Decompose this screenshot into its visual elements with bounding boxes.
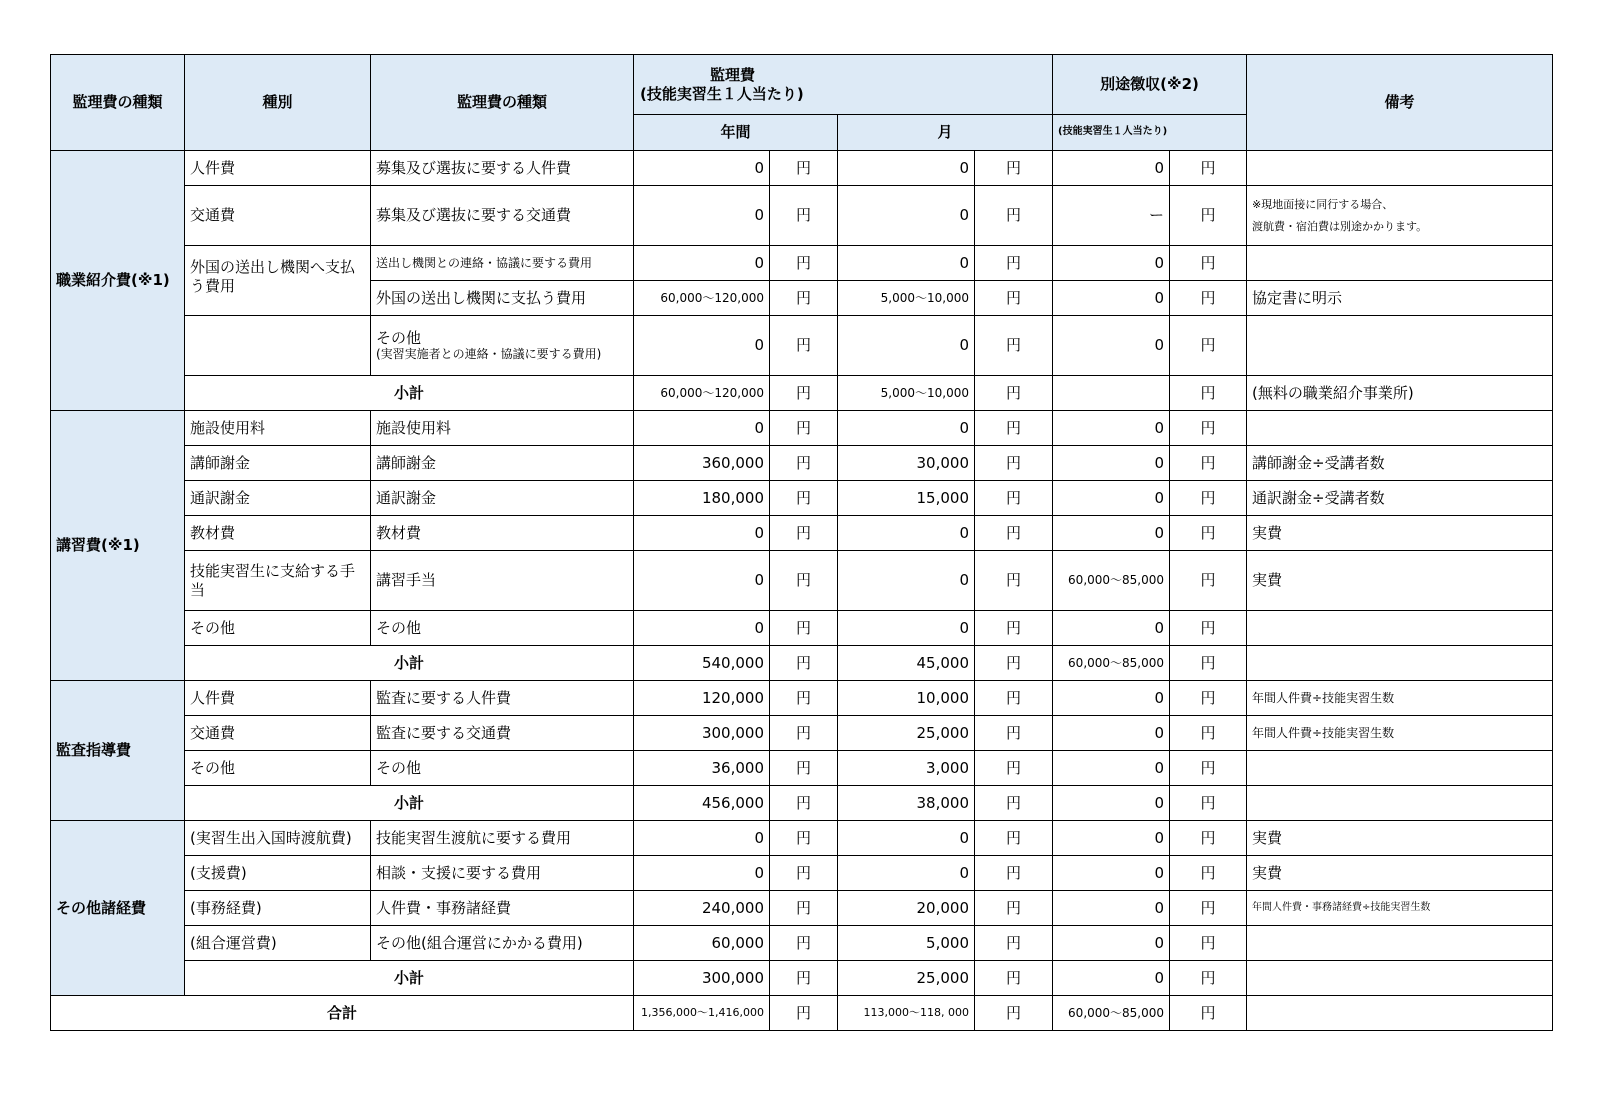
cell-unit: 円 [770, 481, 838, 516]
section-label-kansa: 監査指導費 [51, 681, 185, 821]
cell-annual: 240,000 [634, 891, 770, 926]
cell-separate: 0 [1053, 926, 1170, 961]
cell-unit: 円 [1170, 821, 1247, 856]
cell-unit: 円 [975, 751, 1053, 786]
cell-unit: 円 [975, 786, 1053, 821]
cell-annual: 120,000 [634, 681, 770, 716]
cell-separate: 0 [1053, 316, 1170, 376]
cell-category: 施設使用料 [185, 411, 371, 446]
cell-unit: 円 [770, 516, 838, 551]
table-row [51, 681, 1553, 716]
cell-unit: 円 [975, 186, 1053, 246]
table-row [51, 246, 1553, 281]
cell-total-label: 合計 [51, 996, 634, 1031]
cell-annual: 0 [634, 821, 770, 856]
cell-remarks: 年間人件費÷技能実習生数 [1247, 716, 1553, 751]
cell-annual: 60,000～120,000 [634, 376, 770, 411]
table-row [51, 856, 1553, 891]
cell-annual: 0 [634, 186, 770, 246]
cell-monthly: 0 [838, 316, 975, 376]
cell-annual: 180,000 [634, 481, 770, 516]
cell-unit: 円 [1170, 716, 1247, 751]
cell-unit: 円 [975, 411, 1053, 446]
cell-unit: 円 [975, 376, 1053, 411]
cell-unit: 円 [1170, 186, 1247, 246]
cell-remarks [1247, 926, 1553, 961]
table-row [51, 481, 1553, 516]
cell-item: 施設使用料 [371, 411, 634, 446]
cell-category: (支援費) [185, 856, 371, 891]
cell-annual: 0 [634, 411, 770, 446]
cell-annual: 36,000 [634, 751, 770, 786]
cell-separate: 0 [1053, 611, 1170, 646]
cell-unit: 円 [1170, 681, 1247, 716]
cell-item: 監査に要する交通費 [371, 716, 634, 751]
cell-unit: 円 [770, 681, 838, 716]
cell-item: 人件費・事務諸経費 [371, 891, 634, 926]
table-row [51, 151, 1553, 186]
cell-unit: 円 [770, 716, 838, 751]
cell-annual: 0 [634, 551, 770, 611]
cell-category: 交通費 [185, 716, 371, 751]
cell-remarks [1247, 411, 1553, 446]
cell-remarks: 実費 [1247, 856, 1553, 891]
cell-separate: 0 [1053, 891, 1170, 926]
cell-remarks [1247, 751, 1553, 786]
cell-unit: 円 [975, 281, 1053, 316]
header-separate: 別途徴収(※2) [1053, 55, 1247, 115]
table-row [51, 446, 1553, 481]
table-row [51, 926, 1553, 961]
cell-unit: 円 [1170, 961, 1247, 996]
table-row [51, 751, 1553, 786]
cell-monthly: 45,000 [838, 646, 975, 681]
header-kind-mid: 監理費の種類 [371, 55, 634, 151]
cell-unit: 円 [770, 961, 838, 996]
cell-item: 募集及び選抜に要する人件費 [371, 151, 634, 186]
cell-category: 通訳謝金 [185, 481, 371, 516]
cell-monthly: 0 [838, 516, 975, 551]
cell-unit: 円 [975, 716, 1053, 751]
header-fee-line1: 監理費 [710, 65, 756, 84]
cell-monthly: 15,000 [838, 481, 975, 516]
cell-unit: 円 [1170, 411, 1247, 446]
table-row [51, 611, 1553, 646]
cell-unit: 円 [975, 551, 1053, 611]
table-row [51, 186, 1553, 246]
cell-separate: 0 [1053, 446, 1170, 481]
cell-remarks: 協定書に明示 [1247, 281, 1553, 316]
cell-annual: 300,000 [634, 961, 770, 996]
cell-annual: 60,000 [634, 926, 770, 961]
cell-unit: 円 [975, 611, 1053, 646]
cell-remarks [1247, 996, 1553, 1031]
cell-remarks: 実費 [1247, 516, 1553, 551]
cell-remarks: 年間人件費÷技能実習生数 [1247, 681, 1553, 716]
cell-unit: 円 [1170, 856, 1247, 891]
cell-annual: 456,000 [634, 786, 770, 821]
cell-unit: 円 [975, 856, 1053, 891]
cell-unit: 円 [1170, 376, 1247, 411]
cell-category: 外国の送出し機関へ支払う費用 [185, 246, 371, 316]
cell-separate: 0 [1053, 246, 1170, 281]
cell-monthly: 0 [838, 821, 975, 856]
cell-category: 交通費 [185, 186, 371, 246]
cell-separate: 0 [1053, 821, 1170, 856]
cell-annual: 0 [634, 316, 770, 376]
subtotal-row [51, 961, 1553, 996]
cell-monthly: 0 [838, 246, 975, 281]
cell-unit: 円 [1170, 316, 1247, 376]
cell-unit: 円 [770, 281, 838, 316]
cell-annual: 0 [634, 151, 770, 186]
cell-remarks [1247, 316, 1553, 376]
cell-item [371, 316, 634, 376]
cell-monthly: 0 [838, 186, 975, 246]
cell-remarks: 通訳謝金÷受講者数 [1247, 481, 1553, 516]
cell-annual: 60,000～120,000 [634, 281, 770, 316]
cell-unit: 円 [770, 891, 838, 926]
cell-monthly: 0 [838, 151, 975, 186]
cell-separate: 60,000～85,000 [1053, 551, 1170, 611]
cell-item: 監査に要する人件費 [371, 681, 634, 716]
header-category: 種別 [185, 55, 371, 151]
cell-unit: 円 [770, 376, 838, 411]
cell-unit: 円 [1170, 926, 1247, 961]
cell-unit: 円 [1170, 646, 1247, 681]
cell-unit: 円 [1170, 151, 1247, 186]
cell-monthly: 38,000 [838, 786, 975, 821]
cell-separate: ー [1053, 186, 1170, 246]
cell-subtotal-label: 小計 [185, 646, 634, 681]
cell-remarks: 実費 [1247, 821, 1553, 856]
cell-unit: 円 [975, 821, 1053, 856]
cell-remarks [1247, 151, 1553, 186]
header-fee-line2: (技能実習生１人当たり) [640, 84, 804, 103]
cell-annual: 0 [634, 246, 770, 281]
cell-monthly: 25,000 [838, 961, 975, 996]
header-fee [634, 55, 1053, 115]
table-row [51, 716, 1553, 751]
cell-separate: 0 [1053, 856, 1170, 891]
cell-unit: 円 [975, 481, 1053, 516]
cell-separate: 0 [1053, 281, 1170, 316]
cell-item: その他(組合運営にかかる費用) [371, 926, 634, 961]
cell-monthly: 5,000 [838, 926, 975, 961]
cell-separate: 0 [1053, 516, 1170, 551]
total-row [51, 996, 1553, 1031]
cell-monthly: 10,000 [838, 681, 975, 716]
cell-separate: 0 [1053, 716, 1170, 751]
cell-unit: 円 [1170, 516, 1247, 551]
cell-item: その他 [371, 751, 634, 786]
table-row [51, 316, 1553, 376]
cell-unit: 円 [770, 316, 838, 376]
cell-item: 技能実習生渡航に要する費用 [371, 821, 634, 856]
cell-separate: 0 [1053, 151, 1170, 186]
cell-category: 技能実習生に支給する手当 [185, 551, 371, 611]
cell-unit: 円 [770, 786, 838, 821]
cell-unit: 円 [770, 751, 838, 786]
subtotal-row [51, 646, 1553, 681]
cell-remarks: (無料の職業紹介事業所) [1247, 376, 1553, 411]
cell-unit: 円 [1170, 551, 1247, 611]
cell-remarks [1247, 786, 1553, 821]
cell-category: (実習生出入国時渡航費) [185, 821, 371, 856]
cell-unit: 円 [1170, 786, 1247, 821]
cell-unit: 円 [975, 646, 1053, 681]
cell-unit: 円 [770, 926, 838, 961]
cell-subtotal-label: 小計 [185, 961, 634, 996]
cell-monthly: 0 [838, 611, 975, 646]
section-label-sonota: その他諸経費 [51, 821, 185, 996]
supervision-fee-table [50, 54, 1553, 1031]
cell-unit: 円 [770, 611, 838, 646]
cell-unit: 円 [1170, 996, 1247, 1031]
cell-unit: 円 [1170, 481, 1247, 516]
cell-monthly: 20,000 [838, 891, 975, 926]
cell-unit: 円 [975, 996, 1053, 1031]
cell-annual: 0 [634, 611, 770, 646]
cell-monthly: 0 [838, 551, 975, 611]
cell-separate: 0 [1053, 786, 1170, 821]
cell-unit: 円 [1170, 751, 1247, 786]
cell-unit: 円 [975, 961, 1053, 996]
table-row [51, 821, 1553, 856]
cell-item: 相談・支援に要する費用 [371, 856, 634, 891]
header-row-1 [51, 55, 1553, 115]
cell-category: (事務経費) [185, 891, 371, 926]
cell-subtotal-label: 小計 [185, 786, 634, 821]
cell-item: 通訳謝金 [371, 481, 634, 516]
remarks-line: 渡航費・宿泊費は別途かかります。 [1252, 219, 1428, 233]
cell-category: 講師謝金 [185, 446, 371, 481]
cell-unit: 円 [975, 516, 1053, 551]
cell-annual: 360,000 [634, 446, 770, 481]
cell-category: 人件費 [185, 681, 371, 716]
cell-item: 講師謝金 [371, 446, 634, 481]
cell-annual: 1,356,000～1,416,000 [634, 996, 770, 1031]
cell-separate: 0 [1053, 481, 1170, 516]
cell-remarks [1247, 611, 1553, 646]
cell-monthly: 5,000～10,000 [838, 376, 975, 411]
cell-remarks: 講師謝金÷受講者数 [1247, 446, 1553, 481]
cell-subtotal-label: 小計 [185, 376, 634, 411]
cell-item: 教材費 [371, 516, 634, 551]
cell-item: 送出し機関との連絡・協議に要する費用 [371, 246, 634, 281]
cell-unit: 円 [770, 246, 838, 281]
cell-unit: 円 [975, 681, 1053, 716]
subtotal-row [51, 376, 1553, 411]
cell-remarks: 年間人件費・事務諸経費÷技能実習生数 [1247, 891, 1553, 926]
cell-separate [1053, 376, 1170, 411]
cell-annual: 0 [634, 516, 770, 551]
cell-separate: 0 [1053, 961, 1170, 996]
cell-remarks: 実費 [1247, 551, 1553, 611]
cell-item: 外国の送出し機関に支払う費用 [371, 281, 634, 316]
cell-unit: 円 [770, 151, 838, 186]
cell-unit: 円 [975, 891, 1053, 926]
cell-unit: 円 [975, 316, 1053, 376]
cell-unit: 円 [770, 646, 838, 681]
cell-unit: 円 [975, 246, 1053, 281]
cell-unit: 円 [770, 856, 838, 891]
cell-separate: 60,000～85,000 [1053, 646, 1170, 681]
cell-unit: 円 [770, 996, 838, 1031]
cell-category: (組合運営費) [185, 926, 371, 961]
cell-remarks [1247, 186, 1553, 246]
table-row [51, 891, 1553, 926]
cell-unit: 円 [975, 926, 1053, 961]
cell-unit: 円 [975, 446, 1053, 481]
cell-unit: 円 [1170, 891, 1247, 926]
cell-category [185, 316, 371, 376]
cell-remarks [1247, 246, 1553, 281]
cell-item: その他 [371, 611, 634, 646]
cell-annual: 300,000 [634, 716, 770, 751]
section-label-shokugyo: 職業紹介費(※1) [51, 151, 185, 411]
table-row [51, 516, 1553, 551]
cell-unit: 円 [770, 821, 838, 856]
cell-annual: 0 [634, 856, 770, 891]
cell-unit: 円 [770, 186, 838, 246]
cell-monthly: 25,000 [838, 716, 975, 751]
cell-remarks [1247, 961, 1553, 996]
cell-unit: 円 [975, 151, 1053, 186]
cell-monthly: 0 [838, 411, 975, 446]
cell-item: 募集及び選抜に要する交通費 [371, 186, 634, 246]
remarks-line: ※現地面接に同行する場合、 [1252, 197, 1394, 211]
cell-unit: 円 [1170, 611, 1247, 646]
item-line: (実習実施者との連絡・協議に要する費用) [376, 347, 602, 362]
header-separate-sub: (技能実習生１人当たり) [1053, 115, 1247, 151]
cell-item: 講習手当 [371, 551, 634, 611]
table-row [51, 411, 1553, 446]
cell-unit: 円 [770, 551, 838, 611]
cell-category: 教材費 [185, 516, 371, 551]
cell-unit: 円 [770, 446, 838, 481]
cell-monthly: 113,000～118, 000 [838, 996, 975, 1031]
header-kind-left: 監理費の種類 [51, 55, 185, 151]
cell-separate: 0 [1053, 681, 1170, 716]
cell-monthly: 3,000 [838, 751, 975, 786]
cell-monthly: 5,000～10,000 [838, 281, 975, 316]
cell-annual: 540,000 [634, 646, 770, 681]
cell-remarks [1247, 646, 1553, 681]
cell-monthly: 30,000 [838, 446, 975, 481]
cell-separate: 60,000～85,000 [1053, 996, 1170, 1031]
header-annual: 年間 [634, 115, 838, 151]
subtotal-row [51, 786, 1553, 821]
section-label-koshu: 講習費(※1) [51, 411, 185, 681]
cell-category: その他 [185, 751, 371, 786]
cell-unit: 円 [1170, 281, 1247, 316]
cell-category: 人件費 [185, 151, 371, 186]
cell-category: その他 [185, 611, 371, 646]
table-row [51, 551, 1553, 611]
cell-separate: 0 [1053, 751, 1170, 786]
cell-monthly: 0 [838, 856, 975, 891]
cell-unit: 円 [770, 411, 838, 446]
item-line: その他 [376, 328, 422, 347]
header-remarks: 備考 [1247, 55, 1553, 151]
cell-unit: 円 [1170, 446, 1247, 481]
cell-separate: 0 [1053, 411, 1170, 446]
header-monthly: 月 [838, 115, 1053, 151]
cell-unit: 円 [1170, 246, 1247, 281]
